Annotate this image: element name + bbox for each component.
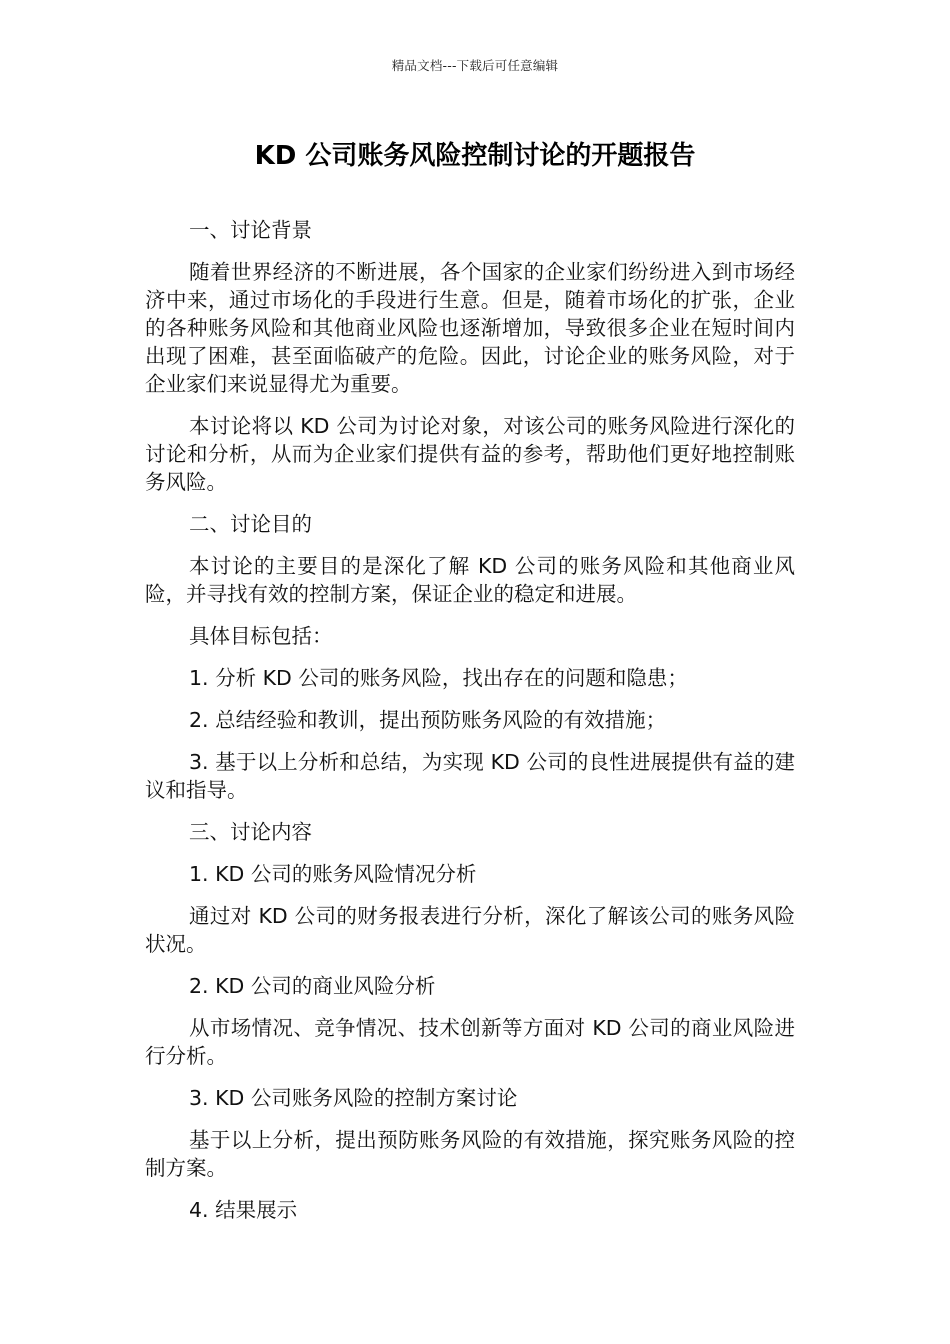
list-item-goal-2: 2. 总结经验和教训，提出预防账务风险的有效措施； <box>189 708 667 732</box>
subheading-content-3: 3. KD 公司账务风险的控制方案讨论 <box>189 1086 518 1110</box>
paragraph-goals-intro: 具体目标包括： <box>189 624 333 648</box>
paragraph-purpose: 本讨论的主要目的是深化了解 KD 公司的账务风险和其他商业风险，并寻找有效的控制方案，保证企业的稳定和进展。 <box>145 554 795 606</box>
paragraph-content-3: 基于以上分析，提出预防账务风险的有效措施，探究账务风险的控制方案。 <box>145 1128 795 1180</box>
list-item-goal-1: 1. 分析 KD 公司的账务风险，找出存在的问题和隐患； <box>189 666 688 690</box>
paragraph-content-2: 从市场情况、竞争情况、技术创新等方面对 KD 公司的商业风险进行分析。 <box>145 1016 795 1068</box>
paragraph-background: 随着世界经济的不断进展，各个国家的企业家们纷纷进入到市场经济中来，通过市场化的手段进行生意。但是，随着市场化的扩张，企业的各种账务风险和其他商业风险也逐渐增加，导致很多企业在短时间内出现了困难，甚至面临破产的危险。因此，讨论企业的账务风险，对于企业家们来说显得尤为重要。 <box>145 260 795 396</box>
subheading-content-2: 2. KD 公司的商业风险分析 <box>189 974 436 998</box>
section-heading-content: 三、讨论内容 <box>189 820 312 844</box>
paragraph-study-object: 本讨论将以 KD 公司为讨论对象，对该公司的账务风险进行深化的讨论和分析，从而为企业家们提供有益的参考，帮助他们更好地控制账务风险。 <box>145 414 795 494</box>
section-heading-background: 一、讨论背景 <box>189 218 312 242</box>
document-title: KD 公司账务风险控制讨论的开题报告 <box>254 141 696 171</box>
header-watermark: 精品文档---下载后可任意编辑 <box>391 58 559 73</box>
list-item-goal-3: 3. 基于以上分析和总结，为实现 KD 公司的良性进展提供有益的建议和指导。 <box>145 750 795 802</box>
paragraph-content-1: 通过对 KD 公司的财务报表进行分析，深化了解该公司的账务风险状况。 <box>145 904 795 956</box>
subheading-content-1: 1. KD 公司的账务风险情况分析 <box>189 862 477 886</box>
subheading-content-4: 4. 结果展示 <box>189 1198 298 1222</box>
section-heading-purpose: 二、讨论目的 <box>189 512 312 536</box>
document-body <box>145 216 795 1238</box>
